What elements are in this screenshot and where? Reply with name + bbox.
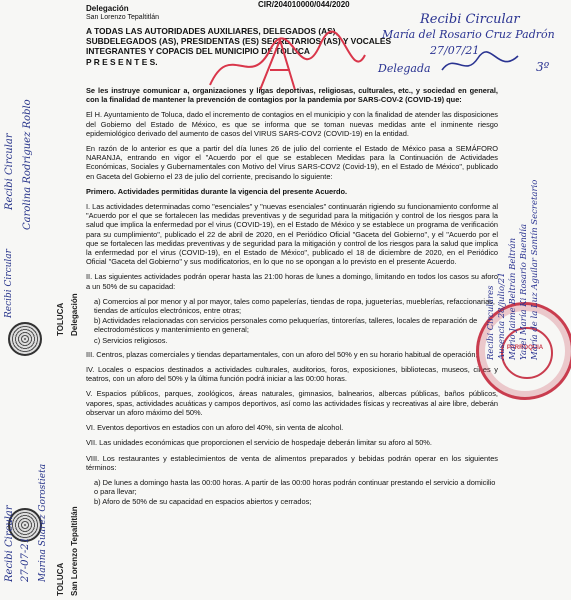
handwritten-left-2: Carolina Rodriguez Roblo — [22, 99, 33, 230]
left-label-san-lorenzo: San Lorenzo Tepaltitlán — [70, 506, 79, 596]
municipal-seal-icon — [8, 322, 42, 356]
handwritten-left-4: Recibi Circular — [4, 505, 15, 582]
intro-paragraph: Se les instruye comunicar a, organizaciones y ligas deportivas, religiosas, culturales, etc., y sociedad en general, con la finalidad de mantener la prevención de contagios por la pandemia por SARS-COV-2 (COVID-19) que: — [86, 86, 498, 105]
item-vi: VI. Eventos deportivos en estadios con un aforo del 40%, sin venta de alcohol. — [86, 423, 344, 433]
addressee-text: A TODAS LAS AUTORIDADES AUXILIARES, DELEGADOS (AS), SUBDELEGADOS (AS), PRESIDENTAS (ES) SECRETARIOS (AS) Y VOCALES INTEGRANTES Y COPACIS DEL MUNICIPIO DE TOLUCA — [86, 26, 392, 57]
left-label-deleg: Delegación — [70, 293, 79, 336]
presentes: P R E S E N T E S. — [86, 56, 158, 67]
header-delegacion-sub: San Lorenzo Tepaltitlán — [86, 14, 160, 21]
item-v: V. Espacios públicos, parques, zoológicos, áreas naturales, gimnasios, balnearios, albercas públicas, baños públicos, vapores, spas, actividades acuáticas y campos deportivos, así como las actividades físicas y recreativas al aire libre, deberán observar un aforo máximo del 50%. — [86, 389, 498, 417]
handwritten-left-5: 27-07-21 — [20, 537, 31, 582]
handwritten-date: 27/07/21 — [430, 44, 480, 57]
handwritten-left-3: Recibi Circular — [4, 249, 14, 318]
oficio-number: CIR/204010000/044/2020 — [258, 0, 350, 9]
right-note-line: Yazel María Ki Rosario Buendía — [519, 223, 529, 360]
left-margin — [0, 0, 84, 600]
left-label-toluca: TOLUCA — [56, 302, 65, 336]
item-viii: VIII. Los restaurantes y establecimientos de venta de alimentos preparados y bebidas podrán operar en los siguientes términos: — [86, 453, 498, 472]
signature-icon — [440, 50, 520, 80]
header-delegacion: Delegación — [86, 4, 129, 13]
right-note-line: Mario Jaime Beltrán Beltrán — [508, 237, 518, 360]
handwritten-role: Delegada — [378, 62, 431, 75]
item-vii: VII. Las unidades económicas que proporcionen el servicio de hospedaje deberán limitar su aforo al 50%. — [86, 438, 432, 448]
list-item: a) De lunes a domingo hasta las 00:00 horas. A partir de las 00:00 horas podrán continuar prestando el servicio a domicilio o para llevar; — [94, 477, 496, 497]
handwritten-recibi: Recibi Circular — [420, 12, 520, 27]
item-i: I. Las actividades determinadas como "esenciales" y "nuevas esenciales" continuarán rigiendo su funcionamiento conforme al "Acuerdo por el que se fortalecen las medidas preventivas y de seguridad para la mitigación y control de los riesgos para la salud que implica la enfermedad por el virus (COVID-19), en el Estado de México y se establece un programa de verificación para su cumplimiento", publicado el 22 de abril de 2020, en el Periódico Oficial "Gaceta del Gobierno", y el "Acuerdo por el que se fortalecen las medidas preventivas y de seguridad para la mitigación y control de los riesgos para la salud que implica la enfermedad por el virus (COVID-19), en el Estado de México", publicado el 18 de diciembre de 2020, en el Periódico Oficial "Gaceta del Gobierno" y sus modificatorios, en lo que no se opongan a lo previsto en el presente Acuerdo. — [86, 202, 498, 267]
list-ii — [94, 297, 498, 345]
list-viii — [94, 478, 498, 507]
stamp-text: PARROQUIA — [506, 345, 544, 351]
right-note-line: Ausencia 28/julio/21 — [497, 272, 507, 360]
handwritten-right-note — [486, 180, 541, 360]
paragraph-1: El H. Ayuntamiento de Toluca, dado el incremento de contagios en el municipio y con la finalidad de atender las disposiciones del Gobierno del Estado de México, es que se informa que se toman nuevas medidas ante el inminente riesgo epidemiológico derivado del aumento de casos del VIRUS SARS-COV2 (COVID-19) en la entidad. — [86, 110, 498, 138]
left-label-toluca-2: TOLUCA — [56, 562, 65, 596]
handwritten-left-1: Recibi Circular — [4, 133, 15, 210]
right-note-line: María de la Luz Aguilar Santín Secretario — [530, 179, 540, 360]
section-heading: Primero. Actividades permitidas durante la vigencia del presente Acuerdo. — [86, 186, 348, 196]
list-item: b) Actividades relacionadas con servicios personales como peluquerías, tintorerías, talleres, locales de reparación de electrodomésticos y mantenimiento en general; — [94, 316, 478, 335]
list-item: b) Aforo de 50% de su capacidad en espacios abiertos y cerrados; — [94, 497, 312, 507]
item-iii: III. Centros, plazas comerciales y tiendas departamentales, con un aforo del 50% y en su horario habitual de operación; — [86, 349, 478, 359]
handwritten-left-6: Marina Suarez Gorostieta — [38, 463, 48, 582]
item-iv: IV. Locales o espacios destinados a actividades culturales, auditorios, foros, exposiciones, bibliotecas, museos, cines y teatros, con un aforo del 50% y la última función podrá iniciar a las 00:00 horas. — [86, 365, 498, 384]
paragraph-2: En razón de lo anterior es que a partir del día lunes 26 de julio del corriente el Estado de México pasa a SEMÁFORO NARANJA, entrando en vigor el "Acuerdo por el que se establecen Medidas para la Continuación de Actividades Económicas, Sociales y Gubernamentales con Motivo del Virus SARS-COV2 (Covid-19), en el Estado de México", publicado en Gaceta del Gobierno el 23 de julio del corriente, precisando lo siguiente: — [86, 144, 498, 181]
handwritten-number: 3º — [536, 60, 550, 74]
handwritten-name: María del Rosario Cruz Padrón — [382, 28, 555, 41]
list-item: c) Servicios religiosos. — [94, 335, 168, 345]
document-body — [86, 86, 498, 512]
right-note-line: Recibi Circulares — [486, 285, 496, 360]
list-item: a) Comercios al por menor y al por mayor, tales como papelerías, tiendas de ropa, jugueterías, mueblerías, refaccionarias, tiendas de artículos electrónicos, entre otras; — [94, 296, 495, 316]
item-ii: II. Las siguientes actividades podrán operar hasta las 21:00 horas de lunes a domingo, limitando en todos los casos su aforo a un 50% de su capacidad: — [86, 272, 498, 291]
